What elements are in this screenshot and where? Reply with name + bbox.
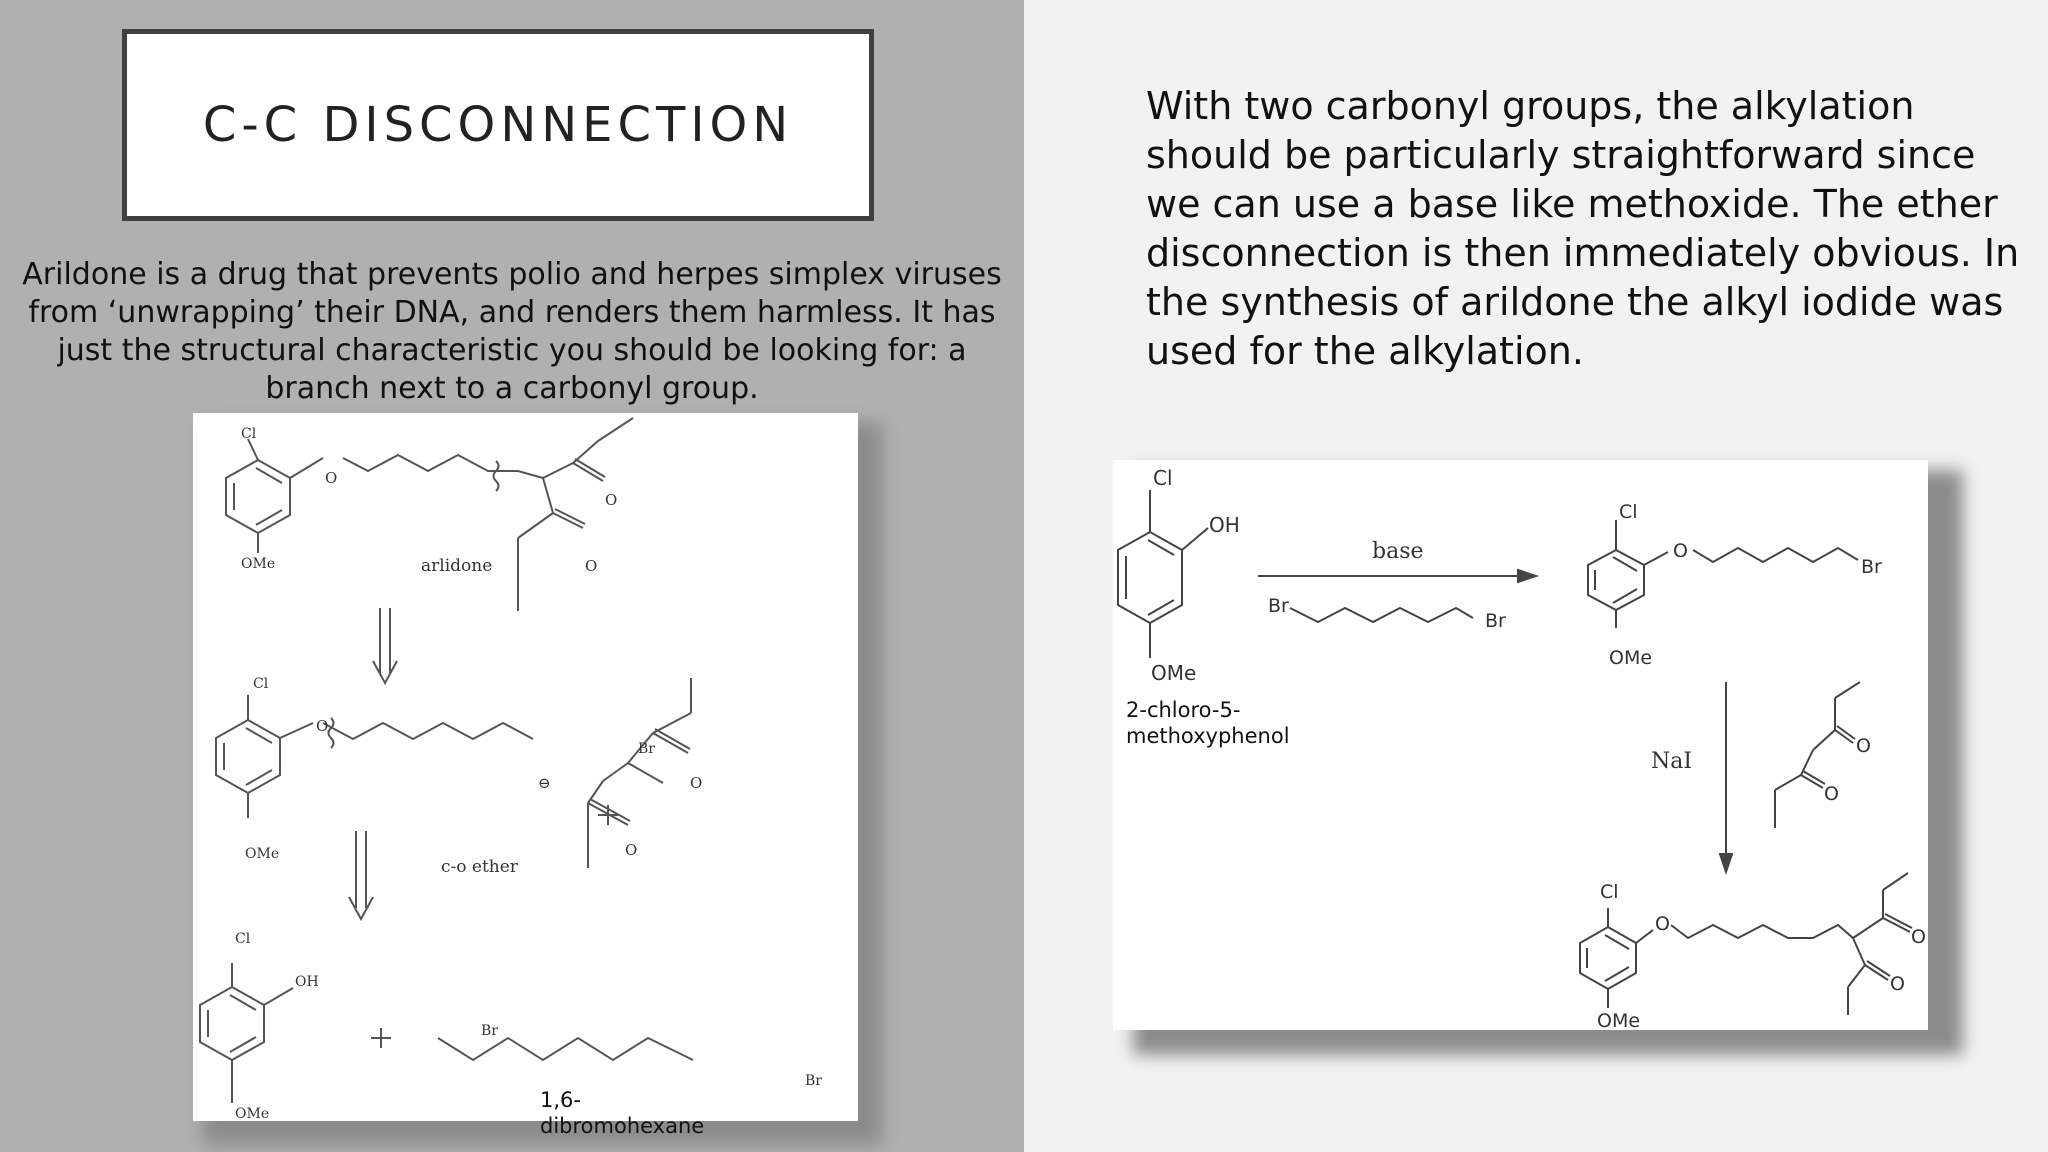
atom-o-4: O	[316, 717, 329, 735]
reagent-label: NaI	[1651, 749, 1693, 774]
arildone-chain	[343, 455, 543, 478]
intro-paragraph: Arildone is a drug that prevents polio and herpes simplex viruses from ‘unwrapping’ their DNA, and renders them harmless. It has just the structural characteristic you should be looking for: a branch next to a carbonyl group.	[22, 257, 1002, 406]
atom-o-6: O	[1890, 973, 1905, 995]
atom-ome-2: OMe	[245, 846, 280, 862]
atom-o-2: O	[1856, 735, 1871, 757]
title-box	[122, 29, 874, 221]
atom-cl-2: Cl	[1619, 501, 1638, 523]
right-figure-caption: 2-chloro-5-methoxyphenol	[1126, 698, 1290, 748]
product-chain-1	[1693, 548, 1858, 562]
atom-cl-2: Cl	[253, 676, 269, 692]
intermediate-ring	[216, 720, 280, 793]
atom-o-2: O	[605, 491, 618, 509]
atom-o-6: O	[625, 841, 638, 859]
atom-br-3: Br	[805, 1073, 822, 1089]
atom-cl-3: Cl	[235, 931, 251, 947]
atom-o-1: O	[325, 469, 338, 487]
atom-cl-1: Cl	[1153, 466, 1173, 490]
body-paragraph: With two carbonyl groups, the alkylation should be particularly straightforward since we can use a base like methoxide. The ether disconnection is then immediately obvious. In the synthesis of arildone the alkyl iodide was used for the alkylation.	[1146, 84, 2020, 373]
atom-ome-3: OMe	[235, 1106, 270, 1121]
dibromohexane-chain	[438, 1038, 693, 1060]
atom-o-4: O	[1655, 913, 1670, 935]
atom-ome-2: OMe	[1609, 647, 1653, 669]
phenol-ring	[200, 987, 264, 1060]
slide-title: C-C DISCONNECTION	[202, 97, 794, 153]
ether-label: c-o ether	[441, 857, 518, 877]
base-label: base	[1372, 539, 1424, 564]
retrosynthesis-scheme	[193, 413, 858, 1121]
atom-oh-1: OH	[295, 974, 319, 990]
atom-ome-3: OMe	[1597, 1010, 1641, 1030]
atom-o-1: O	[1673, 540, 1688, 562]
atom-br-3: Br	[1861, 556, 1882, 578]
compound-name: arlidone	[421, 556, 493, 576]
dibromohexane-chain	[1290, 608, 1473, 622]
retrosynthesis-figure	[193, 413, 858, 1121]
atom-br-2: Br	[481, 1023, 498, 1039]
arildone-ring	[226, 460, 290, 533]
phenol-ring	[1118, 532, 1182, 623]
atom-oh-1: OH	[1209, 513, 1240, 537]
left-figure-caption: 1,6-dibromohexane	[540, 1088, 705, 1138]
final-product-chain	[1671, 925, 1853, 938]
atom-o-3: O	[585, 557, 598, 575]
atom-ome-1: OMe	[1151, 661, 1197, 685]
atom-cl-3: Cl	[1600, 881, 1619, 903]
atom-anion: ⊖	[538, 774, 551, 792]
atom-cl-1: Cl	[241, 426, 257, 442]
intermediate-chain	[323, 723, 533, 739]
atom-o-5: O	[1911, 926, 1926, 948]
atom-ome-1: OMe	[241, 556, 276, 572]
atom-o-3: O	[1824, 783, 1839, 805]
atom-o-5: O	[690, 774, 703, 792]
atom-br-2: Br	[1485, 610, 1506, 632]
atom-br-1: Br	[1268, 595, 1289, 617]
atom-br-1: Br	[638, 741, 655, 757]
